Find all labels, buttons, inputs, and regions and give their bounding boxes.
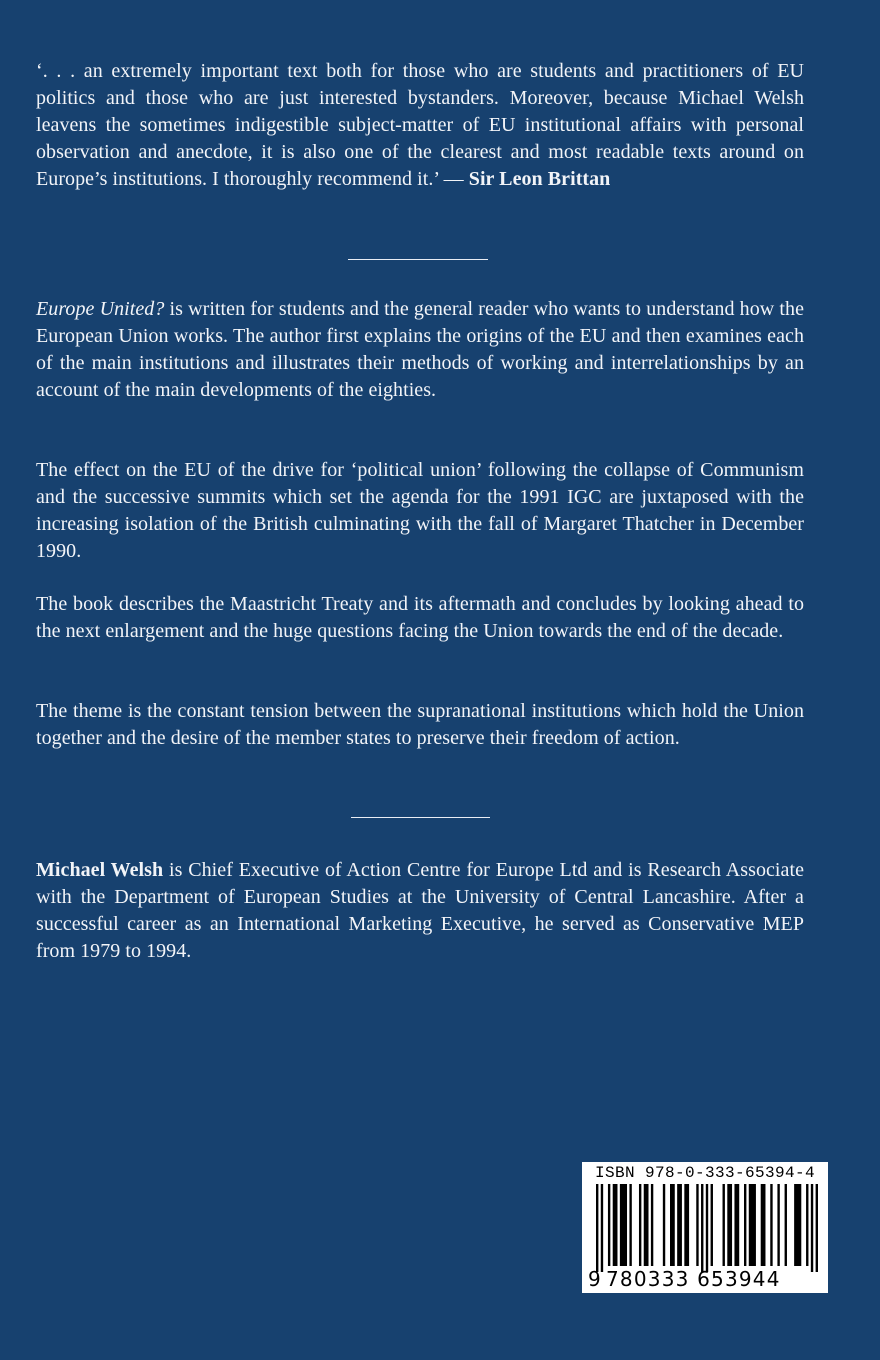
book-title: Europe United? [36, 298, 165, 320]
barcode-bar [613, 1184, 618, 1266]
barcode-bar [639, 1184, 641, 1266]
description-paragraph-3: The book describes the Maastricht Treaty and its aftermath and concludes by looking ahead to the next enlargement and the huge questions facing the Union towards the end of the decade. [36, 593, 804, 642]
isbn-barcode [582, 1162, 828, 1293]
barcode-bar [811, 1184, 813, 1272]
barcode-bar [761, 1184, 766, 1266]
barcode-bar [794, 1184, 801, 1266]
quote-attribution: Sir Leon Brittan [468, 168, 611, 190]
barcode-bar [785, 1184, 787, 1266]
barcode-bar [601, 1184, 603, 1272]
barcode-bar [706, 1184, 708, 1272]
endorsement-quote [36, 58, 804, 193]
barcode-bar [629, 1184, 631, 1266]
author-name: Michael Welsh [36, 859, 164, 881]
barcode-bar [608, 1184, 610, 1266]
barcode-bar [734, 1184, 739, 1266]
barcode-bar [663, 1184, 665, 1266]
description-paragraph-4: The theme is the constant tension between the supranational institutions which hold the Union together and the desire of the member states to preserve their freedom of action. [36, 700, 804, 749]
barcode-bar [770, 1184, 772, 1266]
barcode-first-digit: 9 [588, 1267, 601, 1291]
barcode-bar [670, 1184, 675, 1266]
quote-text: ‘. . . an extremely important text both for those who are students and practitioners of EU politics and those who are just interested bystanders. Moreover, because Michael Welsh leavens the sometimes indigestible subject-matter of EU institutional affairs with personal observation and anecdote, it is also one of the clearest and most readable texts around on Europe’s institutions. I thoroughly recommend it.’ — [36, 60, 804, 190]
barcode-bar [723, 1184, 725, 1266]
barcode-bar [644, 1184, 649, 1266]
barcode-bar [749, 1184, 756, 1266]
barcode-remaining-digits: 780333 653944 [606, 1267, 781, 1291]
section-divider-bottom [351, 817, 490, 818]
barcode-bar [816, 1184, 818, 1272]
author-bio-text: is Chief Executive of Action Centre for Europe Ltd and is Research Associate with the Department of European Studies at the University of Central Lancashire. After a successful career as an International Marketing Executive, he served as Conservative MEP from 1979 to 1994. [36, 859, 805, 962]
barcode-bars [592, 1184, 822, 1272]
isbn-label: ISBN 978-0-333-65394-4 [594, 1164, 816, 1182]
barcode-bar [677, 1184, 682, 1266]
barcode-bar [684, 1184, 689, 1266]
description-paragraph-1-text: is written for students and the general reader who wants to understand how the European Union works. The author first explains the origins of the EU and then examines each of the main institutions and illustrates their methods of working and interrelationships by an account of the main developments of the eighties. [36, 298, 804, 401]
barcode-bar [777, 1184, 779, 1266]
barcode-bar [620, 1184, 627, 1266]
description-paragraph-2: The effect on the EU of the drive for ‘political union’ following the collapse of Communism and the successive summits which set the agenda for the 1991 IGC are juxtaposed with the increasing isolation of the British culminating with the fall of Margaret Thatcher in December 1990. [36, 459, 804, 562]
barcode-bar [696, 1184, 698, 1266]
barcode-digits [582, 1266, 828, 1292]
section-divider-top [348, 259, 488, 260]
barcode-bar [711, 1184, 713, 1266]
barcode-bar [596, 1184, 598, 1272]
barcode-bar [701, 1184, 703, 1272]
barcode-bar [806, 1184, 808, 1266]
barcode-bar [727, 1184, 732, 1266]
author-bio [36, 857, 804, 965]
barcode-bar [744, 1184, 746, 1266]
description-paragraph-1 [36, 296, 804, 404]
barcode-bar [651, 1184, 653, 1266]
